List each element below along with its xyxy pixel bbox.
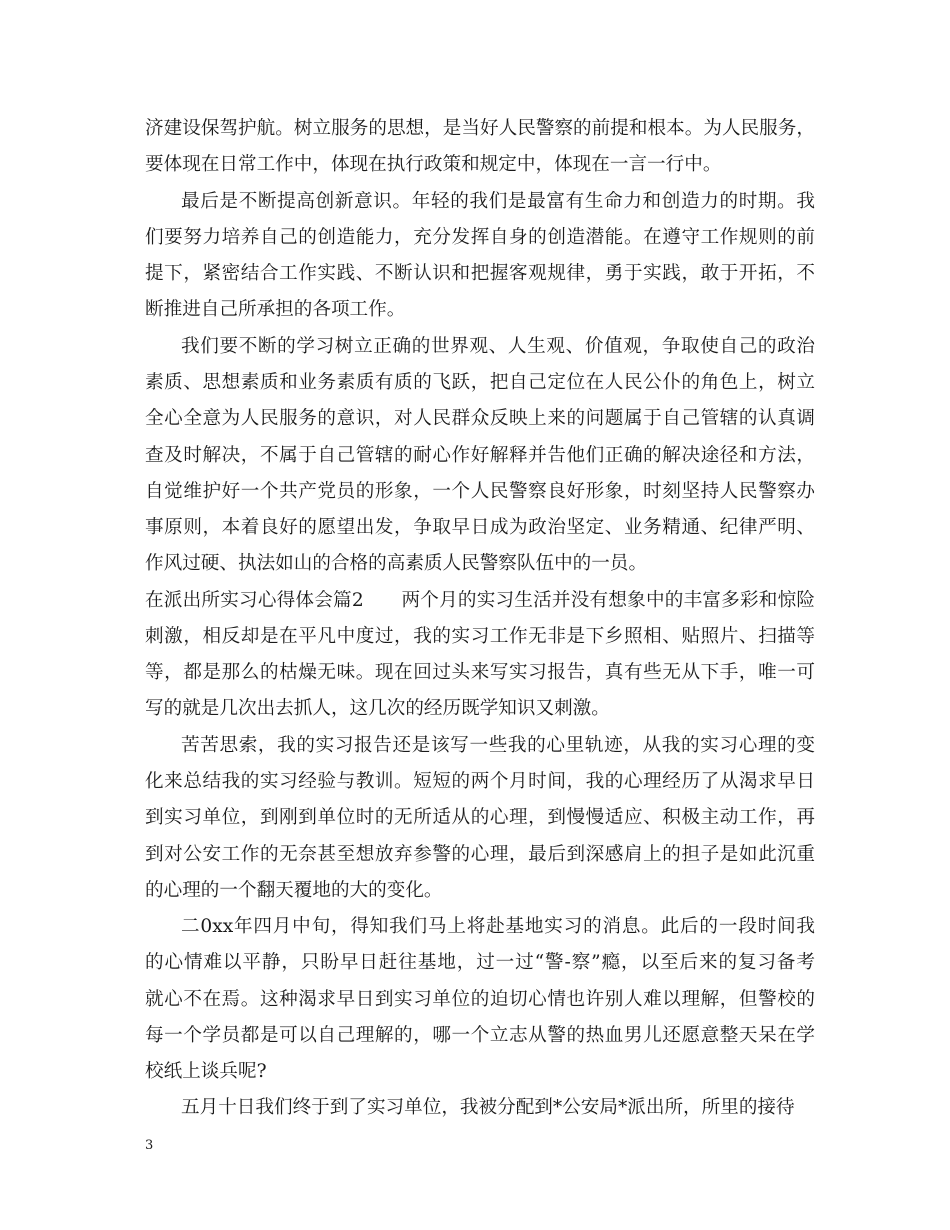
text-line: 要体现在日常工作中，体现在执行政策和规定中，体现在一言一行中。	[145, 154, 722, 175]
text-line: 自觉维护好一个共产党员的形象，一个人民警察良好形象，时刻坚持人民警察办	[145, 481, 815, 502]
text-line: 们要努力培养自己的创造能力，充分发挥自身的创造潜能。在遵守工作规则的前	[145, 227, 815, 248]
text-line: 济建设保驾护航。树立服务的思想，是当好人民警察的前提和根本。为人民服务，	[145, 118, 815, 139]
text-line: 的心理的一个翻天覆地的大的变化。	[145, 880, 443, 901]
text-line: 每一个学员都是可以自己理解的，哪一个立志从警的热血男儿还愿意整天呆在学	[145, 1025, 815, 1046]
section-heading-line: 在派出所实习心得体会篇2 两个月的实习生活并没有想象中的丰富多彩和惊险	[145, 590, 815, 611]
text-line: 的心情难以平静，只盼早日赶往基地，过一过“警-察”瘾，以至后来的复习备考	[145, 952, 815, 973]
text-line: 等，都是那么的枯燥无味。现在回过头来写实习报告，真有些无从下手，唯一可	[145, 662, 815, 683]
text-line: 刺激，相反却是在平凡中度过，我的实习工作无非是下乡照相、贴照片、扫描等	[145, 626, 815, 647]
text-line: 化来总结我的实习经验与教训。短短的两个月时间，我的心理经历了从渴求早日	[145, 771, 815, 792]
text-line: 最后是不断提高创新意识。年轻的我们是最富有生命力和创造力的时期。我	[181, 191, 815, 212]
text-line: 写的就是几次出去抓人，这几次的经历既学知识又刺激。	[145, 698, 610, 719]
text-line: 提下，紧密结合工作实践、不断认识和把握客观规律，勇于实践，敢于开拓，不	[145, 263, 815, 284]
page-number: 3	[145, 1138, 154, 1153]
text-line: 到实习单位，到刚到单位时的无所适从的心理，到慢慢适应、积极主动工作，再	[145, 807, 815, 828]
text-line: 校纸上谈兵呢?	[145, 1061, 267, 1082]
text-line: 我们要不断的学习树立正确的世界观、人生观、价值观，争取使自己的政治	[181, 336, 815, 357]
text-line: 断推进自己所承担的各项工作。	[145, 299, 406, 320]
text-line: 二0xx年四月中旬，得知我们马上将赴基地实习的消息。此后的一段时间我	[181, 916, 815, 937]
text-line: 就心不在焉。这种渴求早日到实习单位的迫切心情也许别人难以理解，但警校的	[145, 989, 815, 1010]
text-line: 事原则，本着良好的愿望出发，争取早日成为政治坚定、业务精通、纪律严明、	[145, 517, 815, 538]
text-line: 查及时解决，不属于自己管辖的耐心作好解释并告他们正确的解决途径和方法，	[145, 445, 815, 466]
text-line: 到对公安工作的无奈甚至想放弃参警的心理，最后到深感肩上的担子是如此沉重	[145, 844, 815, 865]
text-line: 五月十日我们终于到了实习单位，我被分配到*公安局*派出所，所里的接待	[181, 1097, 795, 1118]
text-line: 素质、思想素质和业务素质有质的飞跃，把自己定位在人民公仆的角色上，树立	[145, 372, 815, 393]
text-line: 作风过硬、执法如山的合格的高素质人民警察队伍中的一员。	[145, 553, 648, 574]
text-line: 全心全意为人民服务的意识，对人民群众反映上来的问题属于自己管辖的认真调	[145, 408, 815, 429]
text-line: 苦苦思索，我的实习报告还是该写一些我的心里轨迹，从我的实习心理的变	[181, 735, 815, 756]
